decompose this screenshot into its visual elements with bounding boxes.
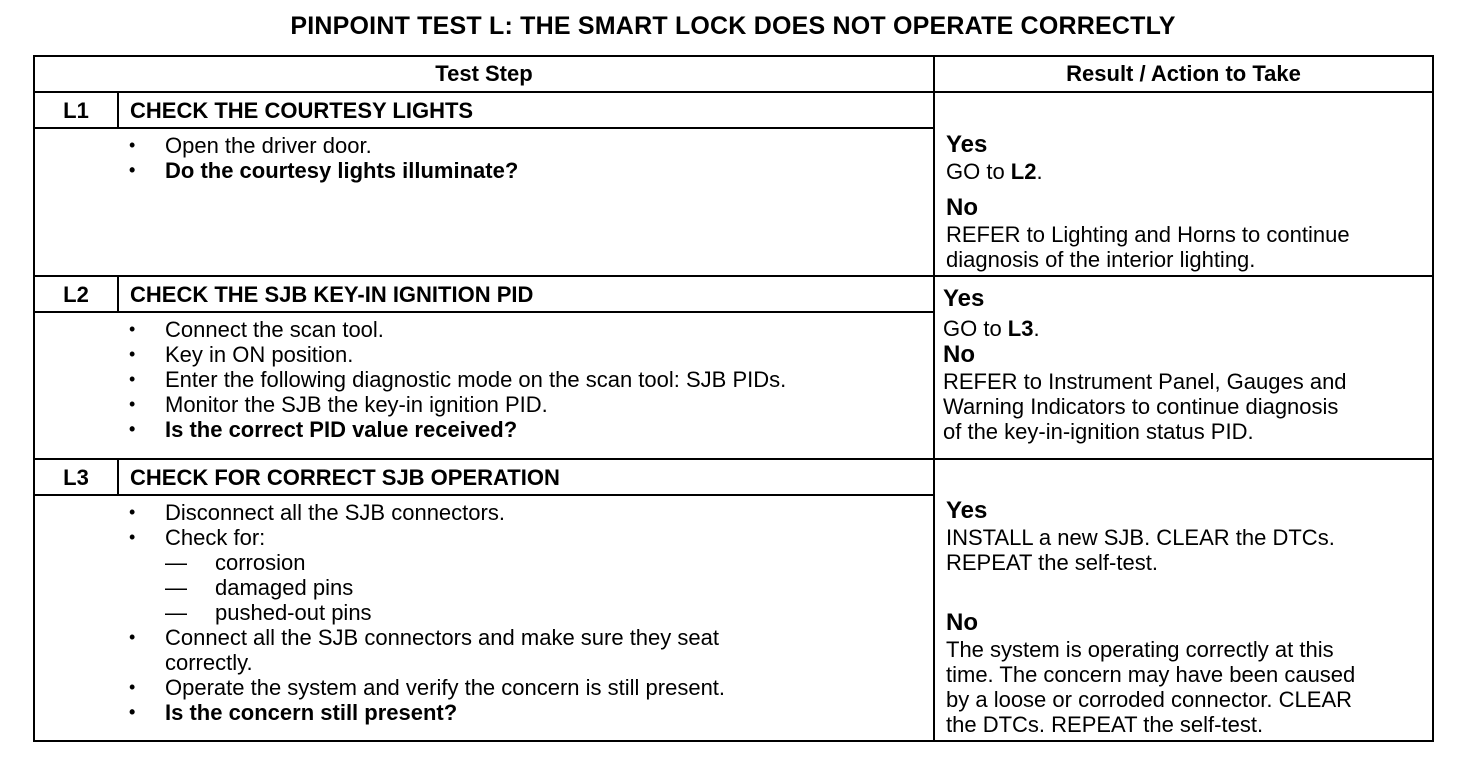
no-label: No — [946, 609, 978, 636]
sub-list-item: — pushed-out pins — [165, 600, 372, 625]
list-item: • Monitor the SJB the key-in ignition PID. — [129, 392, 548, 417]
yes-action: INSTALL a new SJB. CLEAR the DTCs. REPEAT the self-test. — [946, 525, 1335, 575]
result-l1 — [946, 131, 1350, 272]
page-title: PINPOINT TEST L: THE SMART LOCK DOES NOT OPERATE CORRECTLY — [290, 12, 1176, 40]
sub-list-item: — damaged pins — [165, 575, 354, 600]
header-divider — [35, 91, 1432, 93]
step-id-l3: L3 — [63, 465, 89, 490]
pinpoint-test-table — [33, 55, 1434, 742]
list-item: • Operate the system and verify the concern is still present. — [129, 675, 726, 700]
bullet-icon: • — [129, 135, 136, 155]
l3-title-divider — [35, 494, 933, 496]
bullet-icon: • — [129, 419, 136, 439]
list-item: • Key in ON position. — [129, 342, 354, 367]
list-item: • Disconnect all the SJB connectors. — [129, 500, 505, 525]
bullet-icon: • — [129, 502, 136, 522]
no-action: REFER to Instrument Panel, Gauges and Warning Indicators to continue diagnosis of the key-in-ignition status PID. — [943, 369, 1347, 444]
id-divider-l3 — [117, 460, 119, 496]
dash-icon: — — [165, 600, 187, 625]
bullet-icon: • — [129, 702, 136, 722]
id-divider-l1 — [117, 93, 119, 129]
yes-label: Yes — [946, 497, 988, 524]
step-id-l1: L1 — [63, 98, 89, 123]
list-item: • Open the driver door. — [129, 133, 372, 158]
list-item: • Is the correct PID value received? — [129, 417, 518, 442]
list-item: • Check for: — corrosion — damaged pins — pushed-out pins — [125, 525, 725, 625]
id-divider-l2 — [117, 277, 119, 313]
bullet-icon: • — [129, 527, 136, 547]
list-item: • Is the concern still present? — [129, 700, 458, 725]
l2-end-divider — [35, 458, 1432, 460]
no-action: The system is operating correctly at this time. The concern may have been caused by a loose or corroded connector. CLEAR the DTCs. REPEAT the self-test. — [946, 637, 1356, 737]
header-result-action: Result / Action to Take — [1066, 61, 1301, 86]
check-for-sublist — [165, 550, 725, 625]
no-label: No — [946, 194, 978, 221]
no-action: REFER to Lighting and Horns to continue diagnosis of the interior lighting. — [946, 222, 1350, 272]
bullet-icon: • — [129, 319, 136, 339]
step-title-l2: CHECK THE SJB KEY-IN IGNITION PID — [130, 282, 534, 307]
list-item: • Connect the scan tool. — [129, 317, 384, 342]
dash-icon: — — [165, 550, 187, 575]
l1-end-divider — [35, 275, 1432, 277]
step-body-l1 — [125, 133, 518, 183]
yes-action: GO to L3. — [943, 316, 1040, 341]
bullet-icon: • — [129, 344, 136, 364]
yes-label: Yes — [946, 131, 988, 158]
result-l3 — [946, 497, 1355, 737]
l2-title-divider — [35, 311, 933, 313]
dash-icon: — — [165, 575, 187, 600]
list-item: • Connect all the SJB connectors and make sure they seat correctly. — [129, 625, 719, 675]
step-body-l2 — [125, 317, 786, 442]
list-item: • Do the courtesy lights illuminate? — [129, 158, 519, 183]
bullet-icon: • — [129, 627, 136, 647]
bullet-icon: • — [129, 160, 136, 180]
yes-label: Yes — [943, 285, 985, 312]
l1-title-divider — [35, 127, 933, 129]
bullet-icon: • — [129, 394, 136, 414]
step-title-l1: CHECK THE COURTESY LIGHTS — [130, 98, 474, 123]
step-id-l2: L2 — [63, 282, 89, 307]
list-item: • Enter the following diagnostic mode on the scan tool: SJB PIDs. — [129, 367, 787, 392]
step-body-l3 — [125, 500, 725, 725]
bullet-icon: • — [129, 369, 136, 389]
header-test-step: Test Step — [435, 61, 533, 86]
step-title-l3: CHECK FOR CORRECT SJB OPERATION — [130, 465, 560, 490]
column-divider — [933, 57, 935, 740]
yes-action: GO to L2. — [946, 159, 1043, 184]
bullet-icon: • — [129, 677, 136, 697]
sub-list-item: — corrosion — [165, 550, 306, 575]
no-label: No — [943, 341, 975, 368]
result-l2 — [943, 285, 1347, 444]
